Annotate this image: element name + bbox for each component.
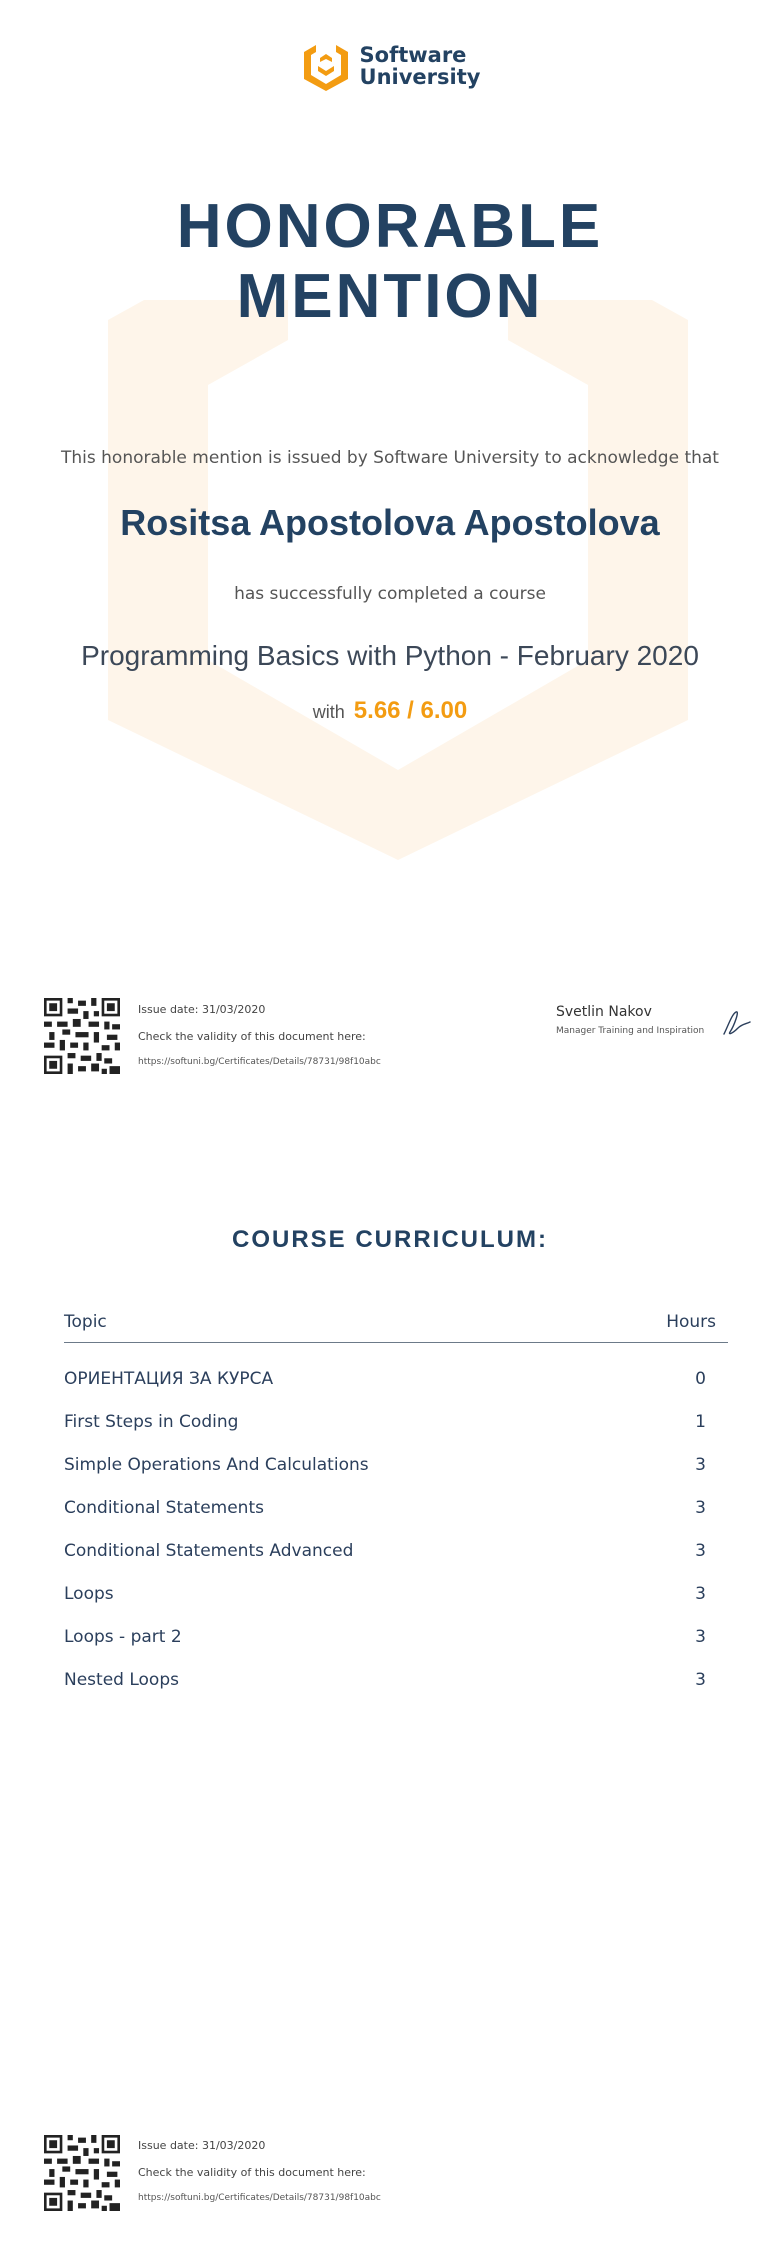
signer-name: Svetlin Nakov	[556, 1004, 652, 1020]
table-row	[64, 1572, 728, 1615]
validity-info-bottom	[138, 2139, 381, 2203]
signer-role: Manager Training and Inspiration	[556, 1026, 705, 1036]
table-row	[64, 1486, 728, 1529]
grade-line	[0, 697, 780, 725]
grade-with-label: with	[312, 702, 345, 722]
table-row	[64, 1400, 728, 1443]
row-hours: 3	[695, 1669, 706, 1690]
validity-info	[138, 1003, 381, 1067]
row-topic: Loops - part 2	[64, 1626, 182, 1647]
qr-code-icon	[44, 998, 120, 1074]
validity-text: Check the validity of this document here:	[138, 1030, 366, 1043]
signer-block	[556, 1004, 704, 1036]
row-topic: Nested Loops	[64, 1669, 179, 1690]
table-row	[64, 1443, 728, 1486]
row-hours: 1	[695, 1411, 706, 1432]
row-hours: 3	[695, 1454, 706, 1475]
validity-url[interactable]: https://softuni.bg/Certificates/Details/78731/98f10abc	[138, 2193, 381, 2203]
table-row	[64, 1529, 728, 1572]
curriculum-title: COURSE CURRICULUM:	[232, 1226, 548, 1253]
table-row	[64, 1658, 728, 1701]
table-row	[64, 1615, 728, 1658]
row-topic: Loops	[64, 1583, 114, 1604]
brand-name-line1: Software	[359, 43, 467, 67]
row-hours: 3	[695, 1583, 706, 1604]
row-hours: 3	[695, 1626, 706, 1647]
row-topic: ОРИЕНТАЦИЯ ЗА КУРСА	[64, 1368, 274, 1389]
brand-name	[360, 44, 481, 88]
row-hours: 3	[695, 1497, 706, 1518]
grade-score: 5.66 / 6.00	[353, 697, 468, 724]
course-name: Programming Basics with Python - February 2020	[81, 640, 699, 671]
row-topic: Simple Operations And Calculations	[64, 1454, 369, 1475]
completed-text: has successfully completed a course	[234, 584, 546, 604]
signature-icon	[718, 1008, 754, 1038]
curriculum-header	[64, 1312, 728, 1343]
title-line-1: HONORABLE	[176, 192, 604, 261]
row-topic: Conditional Statements Advanced	[64, 1540, 354, 1561]
validity-text: Check the validity of this document here:	[138, 2166, 366, 2179]
issue-date: Issue date: 31/03/2020	[138, 1003, 266, 1016]
row-hours: 0	[695, 1368, 706, 1389]
issue-date: Issue date: 31/03/2020	[138, 2139, 266, 2152]
brand-name-line2: University	[359, 65, 481, 89]
row-topic: First Steps in Coding	[64, 1411, 239, 1432]
intro-text: This honorable mention is issued by Software University to acknowledge that	[61, 448, 719, 468]
certificate-title	[0, 192, 780, 332]
header-hours: Hours	[666, 1312, 716, 1332]
watermark-logo-icon	[48, 300, 748, 860]
recipient-name: Rositsa Apostolova Apostolova	[120, 502, 660, 543]
brand-logo	[0, 40, 780, 92]
title-line-2: MENTION	[236, 262, 544, 331]
row-hours: 3	[695, 1540, 706, 1561]
table-row	[64, 1357, 728, 1400]
curriculum-table	[64, 1312, 728, 1701]
curriculum-body	[64, 1343, 728, 1701]
header-topic: Topic	[64, 1312, 107, 1332]
softuni-logo-icon	[300, 40, 352, 92]
row-topic: Conditional Statements	[64, 1497, 264, 1518]
qr-code-icon	[44, 2135, 120, 2211]
validity-url[interactable]: https://softuni.bg/Certificates/Details/78731/98f10abc	[138, 1057, 381, 1067]
